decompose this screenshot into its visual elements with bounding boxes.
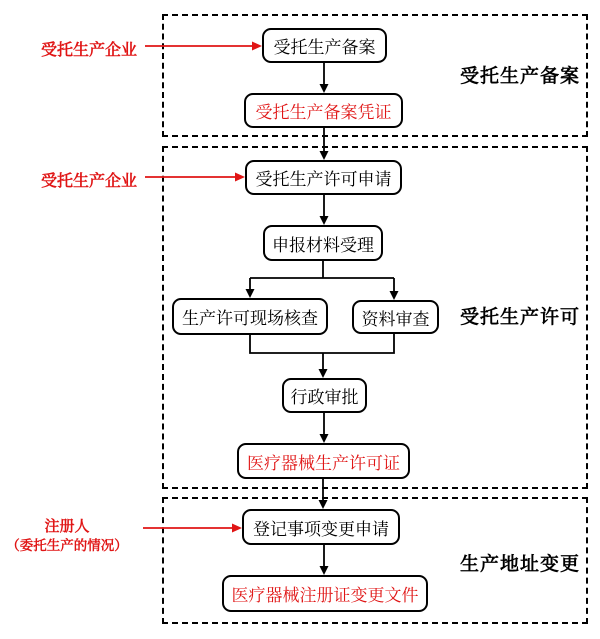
arrowhead-actor-filing <box>252 42 262 51</box>
section-title-address-change: 生产地址变更 <box>459 554 580 575</box>
arrowhead-change-application <box>319 500 328 509</box>
arrowhead-change-document <box>320 566 329 575</box>
arrowhead-document-review <box>390 291 399 300</box>
node-administrative-approval: 行政审批 <box>282 378 367 413</box>
node-production-license: 医疗器械生产许可证 <box>237 443 410 479</box>
section-title-filing: 受托生产备案 <box>459 66 580 87</box>
node-document-review: 资料审查 <box>352 300 439 334</box>
actor-label-registrant-text: 注册人 <box>44 518 90 535</box>
node-material-acceptance: 申报材料受理 <box>263 225 383 261</box>
branch-merge-line <box>250 334 394 353</box>
branch-split-line <box>250 261 394 278</box>
node-change-application: 登记事项变更申请 <box>242 509 400 545</box>
section-title-license: 受托生产许可 <box>459 307 580 328</box>
actor-label-entrusted-manufacturer-2: 受托生产企业 <box>40 173 137 190</box>
node-license-application: 受托生产许可申请 <box>245 160 402 195</box>
arrowhead-certificate <box>320 84 329 93</box>
actor-label-entrusted-manufacturer-1: 受托生产企业 <box>40 42 137 59</box>
arrowhead-production-license <box>320 434 329 443</box>
arrowhead-acceptance <box>320 216 329 225</box>
node-entrusted-filing: 受托生产备案 <box>262 28 387 63</box>
arrowhead-actor-registrant <box>232 524 242 533</box>
arrowhead-actor-license <box>235 173 245 182</box>
arrowhead-onsite-inspection <box>246 289 255 298</box>
node-filing-certificate: 受托生产备案凭证 <box>244 93 403 128</box>
arrowhead-approval <box>319 369 328 378</box>
node-registration-change-document: 医疗器械注册证变更文件 <box>222 575 428 612</box>
arrowhead-application <box>320 151 329 160</box>
node-onsite-inspection: 生产许可现场核查 <box>172 298 328 335</box>
actor-label-registrant-note: （委托生产的情况） <box>6 538 128 554</box>
